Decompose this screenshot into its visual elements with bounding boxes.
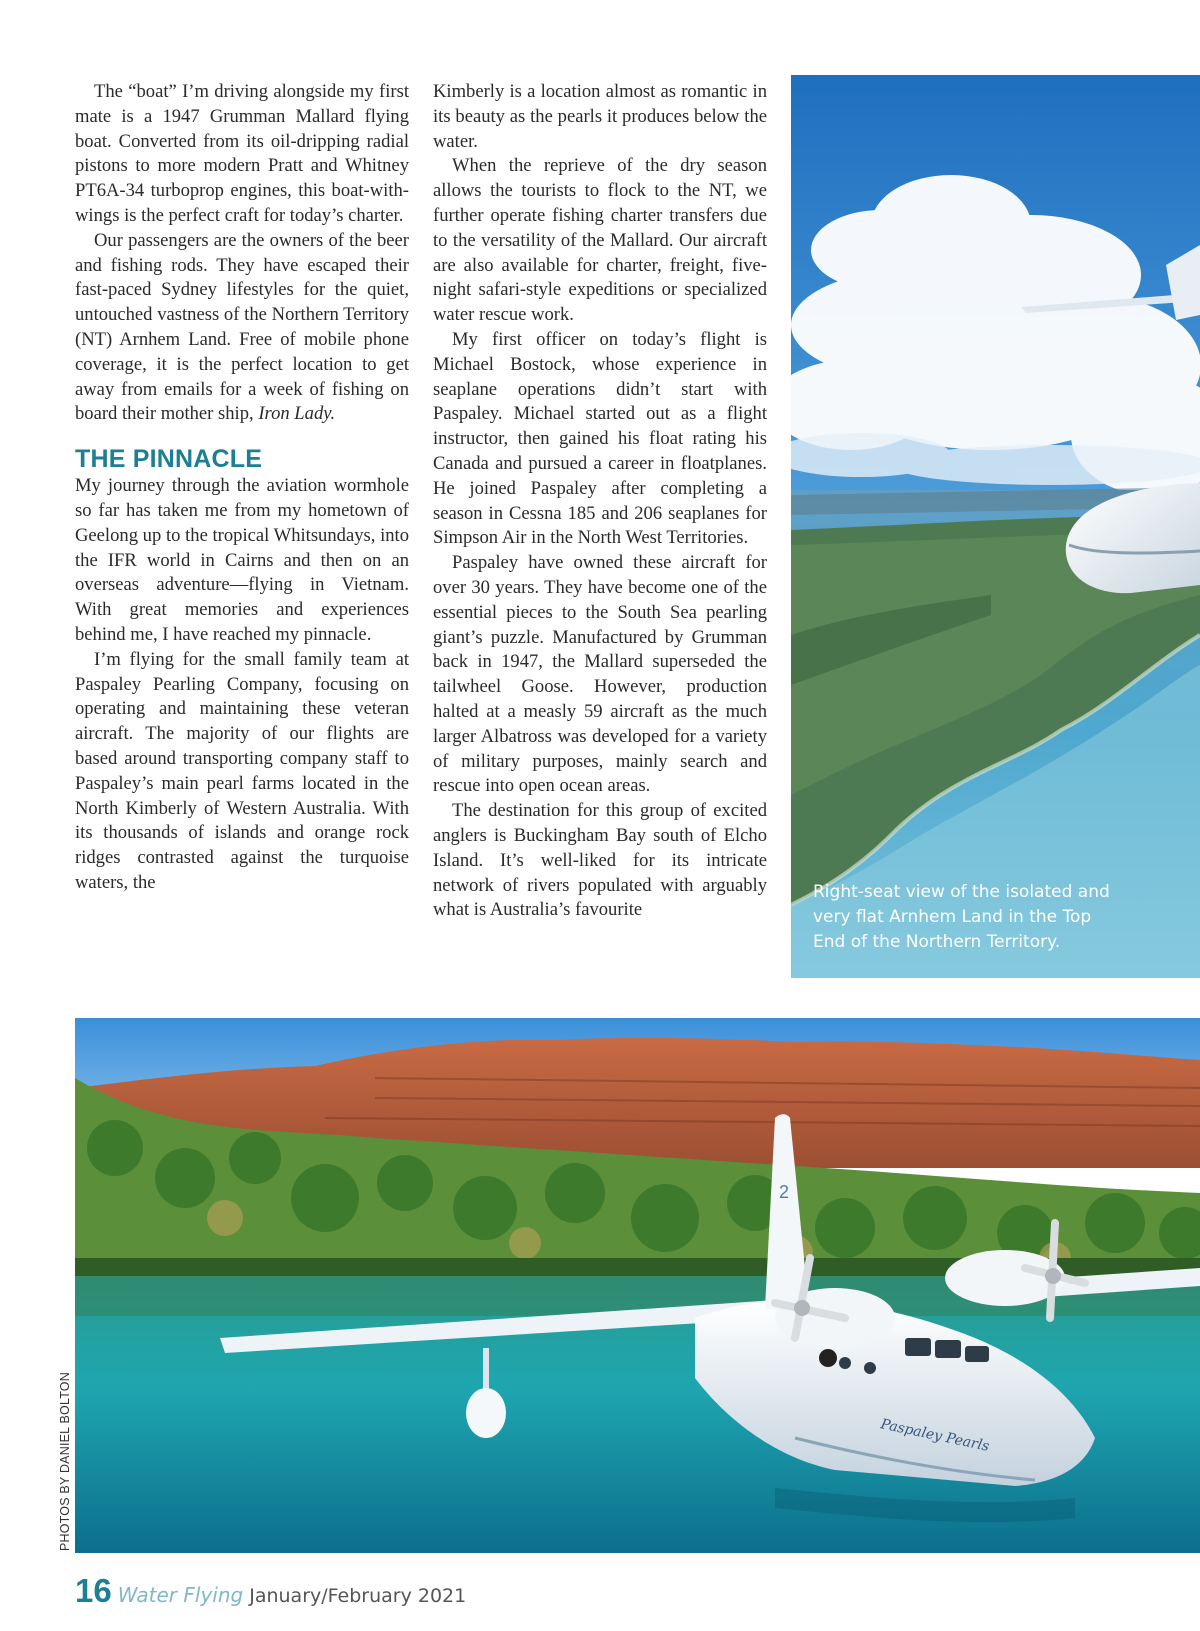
article-column-2 [433, 80, 767, 923]
paragraph-text: Our passengers are the owners of the beer and fishing rods. They have escaped their fast-paced Sydney lifestyles for the quiet, untouched vastness of the Northern Territory (NT) Arnhem Land. Free of mobile phone coverage, it is the perfect location to get away from emails for a week of fishing on board their mother ship, [75, 229, 409, 425]
article-column-1 [75, 80, 409, 896]
aerial-photo [791, 75, 1200, 978]
paragraph [75, 229, 409, 427]
seaplane-photo [75, 1018, 1200, 1553]
page-footer [75, 1572, 466, 1612]
page-number: 16 [75, 1572, 112, 1609]
paragraph: The “boat” I’m driving alongside my first mate is a 1947 Grumman Mallard flying boat. Converted from its oil-dripping radial pistons to more modern Pratt and Whitney PT6A-34 turboprop engines, this boat-with-wings is the perfect craft for today’s charter. [75, 81, 409, 226]
issue-date: January/February 2021 [249, 1585, 467, 1607]
paragraph: My journey through the aviation wormhole so far has taken me from my hometown of Geelong up to the tropical Whitsundays, into the IFR world in Cairns and then on an overseas adventure—flying in Vietnam. With great memories and experiences behind me, I have reached my pinnacle. [75, 475, 409, 645]
section-heading: THE PINNACLE [75, 445, 263, 474]
photo-credit: PHOTOS BY DANIEL BOLTON [58, 1372, 72, 1551]
paragraph: Paspaley have owned these aircraft for over 30 years. They have become one of the essential pieces to the South Sea pearling giant’s puzzle. Manufactured by Grumman back in 1947, the Mallard superseded the tailwheel Goose. However, production halted at a measly 59 aircraft as the much larger Albatross was developed for a variety of military purposes, mainly search and rescue into open ocean areas. [433, 552, 767, 797]
paragraph: The destination for this group of excited anglers is Buckingham Bay south of Elcho Island. It’s well-liked for its intricate network of rivers populated with arguably what is Australia’s favourite [433, 800, 767, 921]
seaplane-photo-illustration [75, 1018, 1200, 1553]
ship-name: Iron Lady. [258, 403, 336, 425]
aircraft-script: Paspaley Pearls [879, 1416, 991, 1455]
paragraph: I’m flying for the small family team at Paspaley Pearling Company, focusing on operating and maintaining these veteran aircraft. The majority of our flights are based around transporting company staff to Paspaley’s main pearl farms located in the North Kimberly of Western Australia. With its thousands of islands and orange rock ridges contrasted against the turquoise waters, the [75, 648, 409, 893]
aerial-photo-illustration [791, 75, 1200, 978]
photo-caption: Right-seat view of the isolated and very flat Arnhem Land in the Top End of the Northern Territory. [813, 882, 1110, 952]
paragraph: Kimberly is a location almost as romantic in its beauty as the pearls it produces below the water. [433, 81, 767, 152]
paragraph: My first officer on today’s flight is Michael Bostock, whose experience in seaplane operations didn’t start with Paspaley. Michael started out as a flight instructor, then gained his float rating his Canada and pursued a career in floatplanes. He joined Paspaley after completing a season in Cessna 185 and 206 seaplanes for Simpson Air in the North West Territories. [433, 328, 767, 549]
paragraph: When the reprieve of the dry season allows the tourists to flock to the NT, we further operate fishing charter transfers due to the versatility of the Mallard. Our aircraft are also available for charter, freight, five-night safari-style expeditions or specialized water rescue work. [433, 155, 767, 326]
magazine-title: Water Flying [117, 1583, 244, 1607]
tail-number: 2 [779, 1182, 790, 1202]
